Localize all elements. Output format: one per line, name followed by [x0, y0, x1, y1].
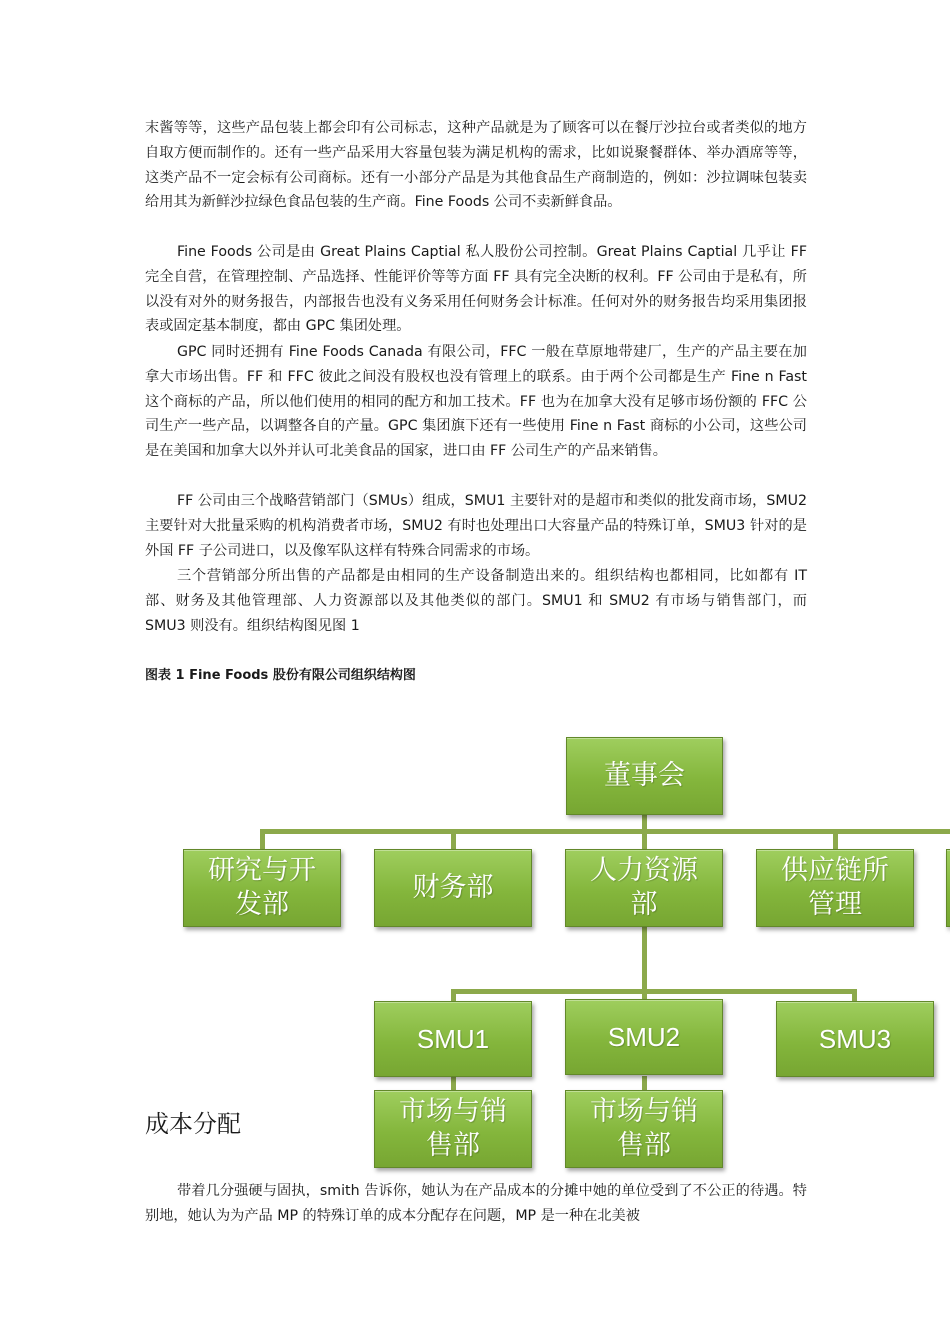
paragraph-2: Fine Foods 公司是由 Great Plains Captial 私人股份公司控制。Great Plains Captial 几乎让 FF 完全自营，在管理控制、产品选择、性能评价等等方面 FF 具有完全决断的权利。FF 公司由于是私有，所以没有对外的财务报告，内部报告也没有义务采用任何财务会计标准。任何对外的财务报告均采用集团报表或固定基本制度，都由 GPC 集团处理。: [145, 244, 807, 335]
smu-node-2: [565, 999, 723, 1075]
dept-node-supply-chain: [756, 849, 914, 927]
dept-hr-line2: 部: [630, 889, 658, 920]
connector-smu1-sub: [451, 1076, 456, 1092]
connector-dept-bus: [262, 829, 950, 834]
sub1-line2: 售部: [426, 1130, 480, 1161]
dept-rnd-line1: 研究与开: [208, 855, 316, 887]
smu-node-1: [374, 1001, 532, 1077]
dept-finance-label: 财务部: [412, 872, 494, 904]
smu1-label: SMU1: [416, 1023, 490, 1054]
connector-dept-2: [451, 829, 456, 851]
board-label: 董事会: [604, 760, 685, 792]
paragraph-1: 末酱等等，这些产品包装上都会印有公司标志，这种产品就是为了顾客可以在餐厅沙拉台或者类似的地方自取方便而制作的。还有一些产品采用大容量包装为满足机构的需求，比如说聚餐群体、举办酒席等等，这类产品不一定会标有公司商标。还有一小部分产品是为其他食品生产商制造的，例如：沙拉调味包装卖给用其为新鲜沙拉绿色食品包装的生产商。Fine Foods 公司不卖新鲜食品。: [145, 120, 807, 211]
connector-smu-2: [642, 989, 647, 1003]
dept-rnd-line2: 发部: [235, 889, 289, 920]
paragraph-4: FF 公司由三个战略营销部门（SMUs）组成，SMU1 主要针对的是超市和类似的批发商市场，SMU2 主要针对大批量采购的机构消费者市场，SMU2 有时也处理出口大容量产品的特殊订单，SMU3 针对的是外国 FF 子公司进口，以及像军队这样有特殊合同需求的市场。: [145, 493, 807, 559]
connector-smu-1: [451, 989, 456, 1003]
dept-node-cropped: [946, 849, 950, 927]
sub-node-smu2-marketing: [565, 1090, 723, 1168]
closing-paragraph: 带着几分强硬与固执，smith 告诉你，她认为在产品成本的分摊中她的单位受到了不公正的待遇。特别地，她认为为产品 MP 的特殊订单的成本分配存在问题，MP 是一种在北美被: [145, 1183, 807, 1224]
sub1-line1: 市场与销: [399, 1096, 507, 1128]
sub2-line1: 市场与销: [590, 1096, 698, 1128]
sub-node-smu1-marketing: [374, 1090, 532, 1168]
connector-board-down: [642, 812, 647, 834]
dept-node-hr: [565, 849, 723, 927]
connector-smu-3: [852, 989, 857, 1003]
dept-node-finance: [374, 849, 532, 927]
dept-hr-line1: 人力资源: [590, 855, 698, 887]
section-heading: 成本分配: [145, 1110, 241, 1138]
connector-dept-1: [260, 829, 265, 851]
figure-caption: 图表 1 Fine Foods 股份有限公司组织结构图: [145, 668, 416, 683]
paragraph-5: 三个营销部分所出售的产品都是由相同的生产设备制造出来的。组织结构也都相同，比如都有 IT 部、财务及其他管理部、人力资源部以及其他类似的部门。SMU1 和 SMU2 有市场与销售部门，而 SMU3 则没有。组织结构图见图 1: [145, 568, 807, 634]
smu-node-3: [776, 1001, 934, 1077]
board-node: [566, 737, 723, 815]
dept-node-rnd: [183, 849, 341, 927]
dept-supply-line2: 管理: [808, 889, 862, 920]
connector-smu-bus: [451, 989, 857, 994]
smu3-label: SMU3: [818, 1023, 892, 1054]
paragraph-3: GPC 同时还拥有 Fine Foods Canada 有限公司，FFC 一般在草原地带建厂，生产的产品主要在加拿大市场出售。FF 和 FFC 彼此之间没有股权也没有管理上的联系。由于两个公司都是生产 Fine n Fast 这个商标的产品，所以他们使用的相同的配方和加工技术。FF 也为在加拿大没有足够市场份额的 FFC 公司生产一些产品，以调整各自的产量。GPC 集团旗下还有一些使用 Fine n Fast 商标的小公司，这些公司是在美国和加拿大以外并认可北美食品的国家，进口由 FF 公司生产的产品来销售。: [145, 344, 807, 460]
smu2-label: SMU2: [607, 1021, 681, 1052]
connector-dept-3: [642, 829, 647, 851]
connector-hr-down: [642, 926, 647, 994]
dept-supply-line1: 供应链所: [781, 855, 889, 887]
connector-dept-4: [833, 829, 838, 851]
connector-smu2-sub: [642, 1076, 647, 1092]
sub2-line2: 售部: [617, 1130, 671, 1161]
